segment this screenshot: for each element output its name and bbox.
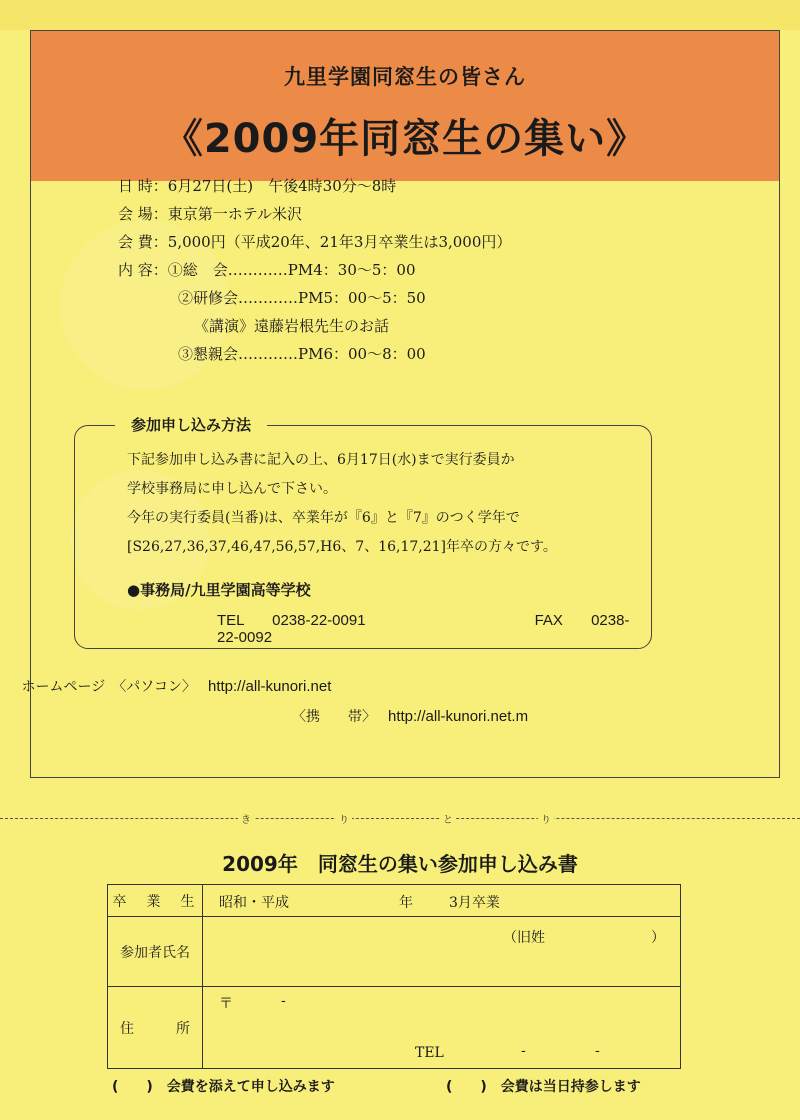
address-tel-dash: - xyxy=(521,1043,526,1059)
program-item: ②研修会…………PM5：00〜5：50 xyxy=(178,289,426,307)
fee-option-1[interactable]: ( ) 会費を添えて申し込みます xyxy=(112,1079,335,1095)
fee-row xyxy=(118,228,511,256)
homepage-pc-label: ホームページ 〈パソコン〉 xyxy=(21,679,196,695)
date-row xyxy=(118,172,511,200)
cut-line-char: き xyxy=(238,811,254,826)
address-tel-dash: - xyxy=(595,1043,600,1059)
program-row xyxy=(118,284,511,312)
lecture-item: 《講演》遠藤岩根先生のお話 xyxy=(194,317,390,335)
program-item: ①総 会…………PM4：30〜5：00 xyxy=(167,261,416,279)
grad-era: 昭和・平成 xyxy=(219,895,289,911)
instruction-line: [S26,27,36,37,46,47,56,57,H6、7、16,17,21]年卒の方々です。 xyxy=(127,539,557,555)
cut-line-char: り xyxy=(538,811,554,826)
program-row xyxy=(118,340,511,368)
postal-mark-icon: 〒 xyxy=(219,996,233,1012)
notice-header xyxy=(31,31,779,181)
application-method-box xyxy=(74,416,652,649)
homepage-pc-row xyxy=(0,672,528,702)
event-details xyxy=(118,172,511,368)
former-name-close: ） xyxy=(651,930,665,946)
homepage-mobile-link[interactable]: http://all-kunori.net.m xyxy=(388,708,529,725)
graduation-field[interactable] xyxy=(203,885,681,917)
cut-line-char: と xyxy=(440,811,456,826)
header-subtitle: 九里学園同窓生の皆さん xyxy=(284,65,526,89)
date-label: 日 時： xyxy=(118,177,168,195)
content-label: 内 容： xyxy=(118,261,168,279)
grad-month: 3月卒業 xyxy=(449,895,500,911)
office-name: ●事務局/九里学園高等学校 xyxy=(127,581,311,599)
cut-line xyxy=(0,818,800,819)
date-value: 6月27日(土) 午後4時30分〜8時 xyxy=(167,177,397,195)
former-name-label: （旧姓 xyxy=(503,930,545,946)
instruction-line: 今年の実行委員(当番)は、卒業年が『6』と『7』のつく学年で xyxy=(127,510,520,526)
name-field[interactable] xyxy=(203,917,681,987)
fee-label: 会 費： xyxy=(118,233,168,251)
homepage-info xyxy=(0,672,528,732)
office-contact xyxy=(217,612,651,646)
fee-option-2[interactable]: ( ) 会費は当日持参します xyxy=(446,1079,641,1095)
tel-number: TEL 0238-22-0091 xyxy=(217,612,366,629)
program-row xyxy=(118,312,511,340)
program-item: ③懇親会…………PM6：00〜8：00 xyxy=(178,345,426,363)
top-band xyxy=(0,0,800,30)
homepage-mobile-label: 〈携 帯〉 xyxy=(292,709,376,725)
name-row xyxy=(108,917,681,987)
address-label: 住 所 xyxy=(108,987,203,1069)
address-field[interactable] xyxy=(203,987,681,1069)
registration-form xyxy=(107,884,681,1069)
instruction-line: 学校事務局に申し込んで下さい。 xyxy=(127,481,337,497)
postal-dash: - xyxy=(281,993,286,1009)
venue-label: 会 場： xyxy=(118,205,168,223)
address-row xyxy=(108,987,681,1069)
form-title: 2009年 同窓生の集い参加申し込み書 xyxy=(222,852,578,876)
venue-row xyxy=(118,200,511,228)
homepage-mobile-row xyxy=(0,702,528,732)
name-label: 参加者氏名 xyxy=(108,917,203,987)
instruction-line: 下記参加申し込み書に記入の上、6月17日(水)まで実行委員か xyxy=(127,452,515,468)
address-tel-label: TEL xyxy=(415,1045,444,1061)
grad-year: 年 xyxy=(399,895,413,911)
homepage-pc-link[interactable]: http://all-kunori.net xyxy=(208,678,332,695)
application-heading: 参加申し込み方法 xyxy=(115,414,267,435)
fee-value: 5,000円（平成20年、21年3月卒業生は3,000円） xyxy=(167,233,512,251)
header-title: 《2009年同窓生の集い》 xyxy=(162,116,648,162)
graduation-label: 卒 業 生 xyxy=(108,885,203,917)
program-row xyxy=(118,256,511,284)
graduation-row xyxy=(108,885,681,917)
event-notice-card xyxy=(30,30,780,778)
cut-line-char: り xyxy=(336,811,352,826)
fax-number: FAX 0238-22-0092 xyxy=(217,612,630,646)
venue-value: 東京第一ホテル米沢 xyxy=(167,205,303,223)
application-instructions xyxy=(127,446,557,562)
